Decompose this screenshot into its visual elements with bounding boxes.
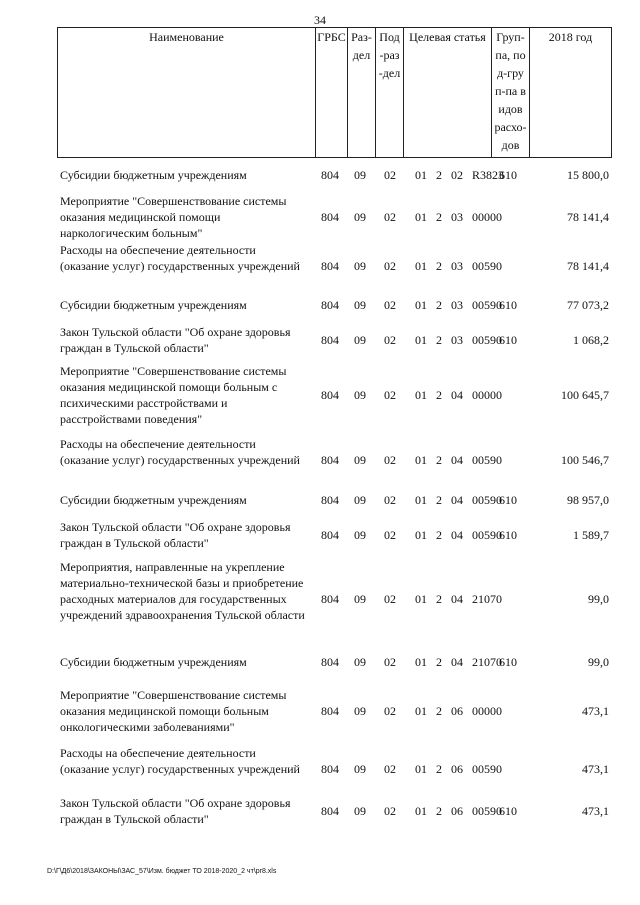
row-podrazdel: 02	[384, 804, 396, 818]
row-target-article: 01 2 04 00000	[415, 388, 502, 402]
row-amount: 78 141,4	[567, 259, 609, 273]
row-podrazdel: 02	[384, 388, 396, 402]
row-target-article: 01 2 03 00590	[415, 259, 502, 273]
row-razdel: 09	[354, 298, 366, 312]
row-podrazdel: 02	[384, 528, 396, 542]
row-target-article: 01 2 04 00590	[415, 453, 502, 467]
row-grbs: 804	[321, 655, 339, 669]
row-amount: 100 546,7	[561, 453, 609, 467]
row-razdel: 09	[354, 493, 366, 507]
row-podrazdel: 02	[384, 592, 396, 606]
footer-file-path: D:\Г\Д6\2018\ЗАКОНЫ\ЗАС_57\Изм. бюджет ТО 2018-2020_2 чт\pr8.xls	[47, 868, 277, 875]
row-name: Мероприятие "Совершенствование системы оказания медицинской помощи больным онкологическими заболеваниями"	[60, 688, 287, 734]
table-row	[57, 519, 612, 551]
row-expense-type: 610	[499, 168, 517, 182]
row-expense-type: 610	[499, 655, 517, 669]
row-grbs: 804	[321, 388, 339, 402]
row-podrazdel: 02	[384, 210, 396, 224]
row-name: Расходы на обеспечение деятельности (оказание услуг) государственных учреждений	[60, 243, 300, 273]
row-razdel: 09	[354, 655, 366, 669]
row-razdel: 09	[354, 528, 366, 542]
row-podrazdel: 02	[384, 259, 396, 273]
row-grbs: 804	[321, 528, 339, 542]
row-grbs: 804	[321, 298, 339, 312]
row-name: Субсидии бюджетным учреждениям	[60, 655, 247, 669]
row-expense-type: 610	[499, 333, 517, 347]
header-target-article: Целевая статья	[403, 28, 491, 157]
row-amount: 100 645,7	[561, 388, 609, 402]
row-target-article: 01 2 04 00590	[415, 528, 502, 542]
table-row	[57, 167, 612, 183]
row-name: Мероприятие "Совершенствование системы оказания медицинской помощи наркологическим больным"	[60, 194, 287, 240]
row-razdel: 09	[354, 333, 366, 347]
row-podrazdel: 02	[384, 168, 396, 182]
table-row	[57, 297, 612, 313]
row-amount: 1 068,2	[573, 333, 609, 347]
row-grbs: 804	[321, 259, 339, 273]
row-amount: 77 073,2	[567, 298, 609, 312]
row-razdel: 09	[354, 259, 366, 273]
row-amount: 473,1	[582, 762, 609, 776]
row-grbs: 804	[321, 333, 339, 347]
row-razdel: 09	[354, 804, 366, 818]
row-grbs: 804	[321, 592, 339, 606]
row-podrazdel: 02	[384, 298, 396, 312]
row-razdel: 09	[354, 210, 366, 224]
row-grbs: 804	[321, 804, 339, 818]
row-target-article: 01 2 02 R3823	[415, 168, 505, 182]
row-razdel: 09	[354, 388, 366, 402]
row-razdel: 09	[354, 762, 366, 776]
row-amount: 99,0	[588, 592, 609, 606]
header-grbs: ГРБС	[315, 28, 347, 157]
row-amount: 473,1	[582, 804, 609, 818]
header-name: Наименование	[149, 30, 224, 44]
header-year: 2018 год	[529, 28, 611, 157]
row-grbs: 804	[321, 762, 339, 776]
header-podrazdel: Под-раз-дел	[375, 28, 403, 157]
header-expense-type: Груп-па, под-груп-па видов расхо-дов	[491, 28, 529, 157]
row-razdel: 09	[354, 704, 366, 718]
row-podrazdel: 02	[384, 493, 396, 507]
row-name: Расходы на обеспечение деятельности (оказание услуг) государственных учреждений	[60, 746, 300, 776]
table-row	[57, 745, 612, 793]
row-razdel: 09	[354, 453, 366, 467]
row-name: Мероприятие "Совершенствование системы оказания медицинской помощи больным с психическими расстройствами и расстройствами поведения"	[60, 364, 287, 426]
table-row	[57, 436, 612, 484]
row-amount: 15 800,0	[567, 168, 609, 182]
row-podrazdel: 02	[384, 453, 396, 467]
row-target-article: 01 2 06 00590	[415, 762, 502, 776]
row-name: Закон Тульской области "Об охране здоровья граждан в Тульской области"	[60, 520, 291, 550]
row-target-article: 01 2 04 21070	[415, 592, 502, 606]
table-row	[57, 654, 612, 670]
row-razdel: 09	[354, 592, 366, 606]
table-row	[57, 324, 612, 356]
row-name: Закон Тульской области "Об охране здоровья граждан в Тульской области"	[60, 325, 291, 355]
table-header	[57, 27, 612, 158]
row-amount: 78 141,4	[567, 210, 609, 224]
row-target-article: 01 2 04 21070	[415, 655, 502, 669]
row-grbs: 804	[321, 210, 339, 224]
row-expense-type: 610	[499, 298, 517, 312]
row-amount: 98 957,0	[567, 493, 609, 507]
table-row	[57, 242, 612, 290]
row-name: Закон Тульской области "Об охране здоровья граждан в Тульской области"	[60, 796, 291, 826]
table-row	[57, 492, 612, 508]
row-name: Субсидии бюджетным учреждениям	[60, 168, 247, 182]
table-row	[57, 687, 612, 735]
page-number: 34	[314, 13, 326, 27]
row-target-article: 01 2 04 00590	[415, 493, 502, 507]
table-row	[57, 363, 612, 427]
row-name: Субсидии бюджетным учреждениям	[60, 298, 247, 312]
row-target-article: 01 2 06 00000	[415, 704, 502, 718]
table-row	[57, 193, 612, 241]
row-amount: 473,1	[582, 704, 609, 718]
row-target-article: 01 2 03 00000	[415, 210, 502, 224]
row-grbs: 804	[321, 168, 339, 182]
row-expense-type: 610	[499, 493, 517, 507]
row-target-article: 01 2 06 00590	[415, 804, 502, 818]
table-row	[57, 795, 612, 827]
row-name: Субсидии бюджетным учреждениям	[60, 493, 247, 507]
row-grbs: 804	[321, 453, 339, 467]
row-expense-type: 610	[499, 804, 517, 818]
row-grbs: 804	[321, 704, 339, 718]
row-grbs: 804	[321, 493, 339, 507]
row-podrazdel: 02	[384, 704, 396, 718]
row-podrazdel: 02	[384, 655, 396, 669]
row-podrazdel: 02	[384, 333, 396, 347]
table-row	[57, 559, 612, 639]
header-razdel: Раз-дел	[347, 28, 375, 157]
row-target-article: 01 2 03 00590	[415, 298, 502, 312]
row-amount: 1 589,7	[573, 528, 609, 542]
row-expense-type: 610	[499, 528, 517, 542]
row-amount: 99,0	[588, 655, 609, 669]
row-razdel: 09	[354, 168, 366, 182]
row-name: Мероприятия, направленные на укрепление материально-технической базы и приобретение расходных материалов для государственных учреждений здравоохранения Тульской области	[60, 560, 305, 622]
row-target-article: 01 2 03 00590	[415, 333, 502, 347]
row-name: Расходы на обеспечение деятельности (оказание услуг) государственных учреждений	[60, 437, 300, 467]
row-podrazdel: 02	[384, 762, 396, 776]
